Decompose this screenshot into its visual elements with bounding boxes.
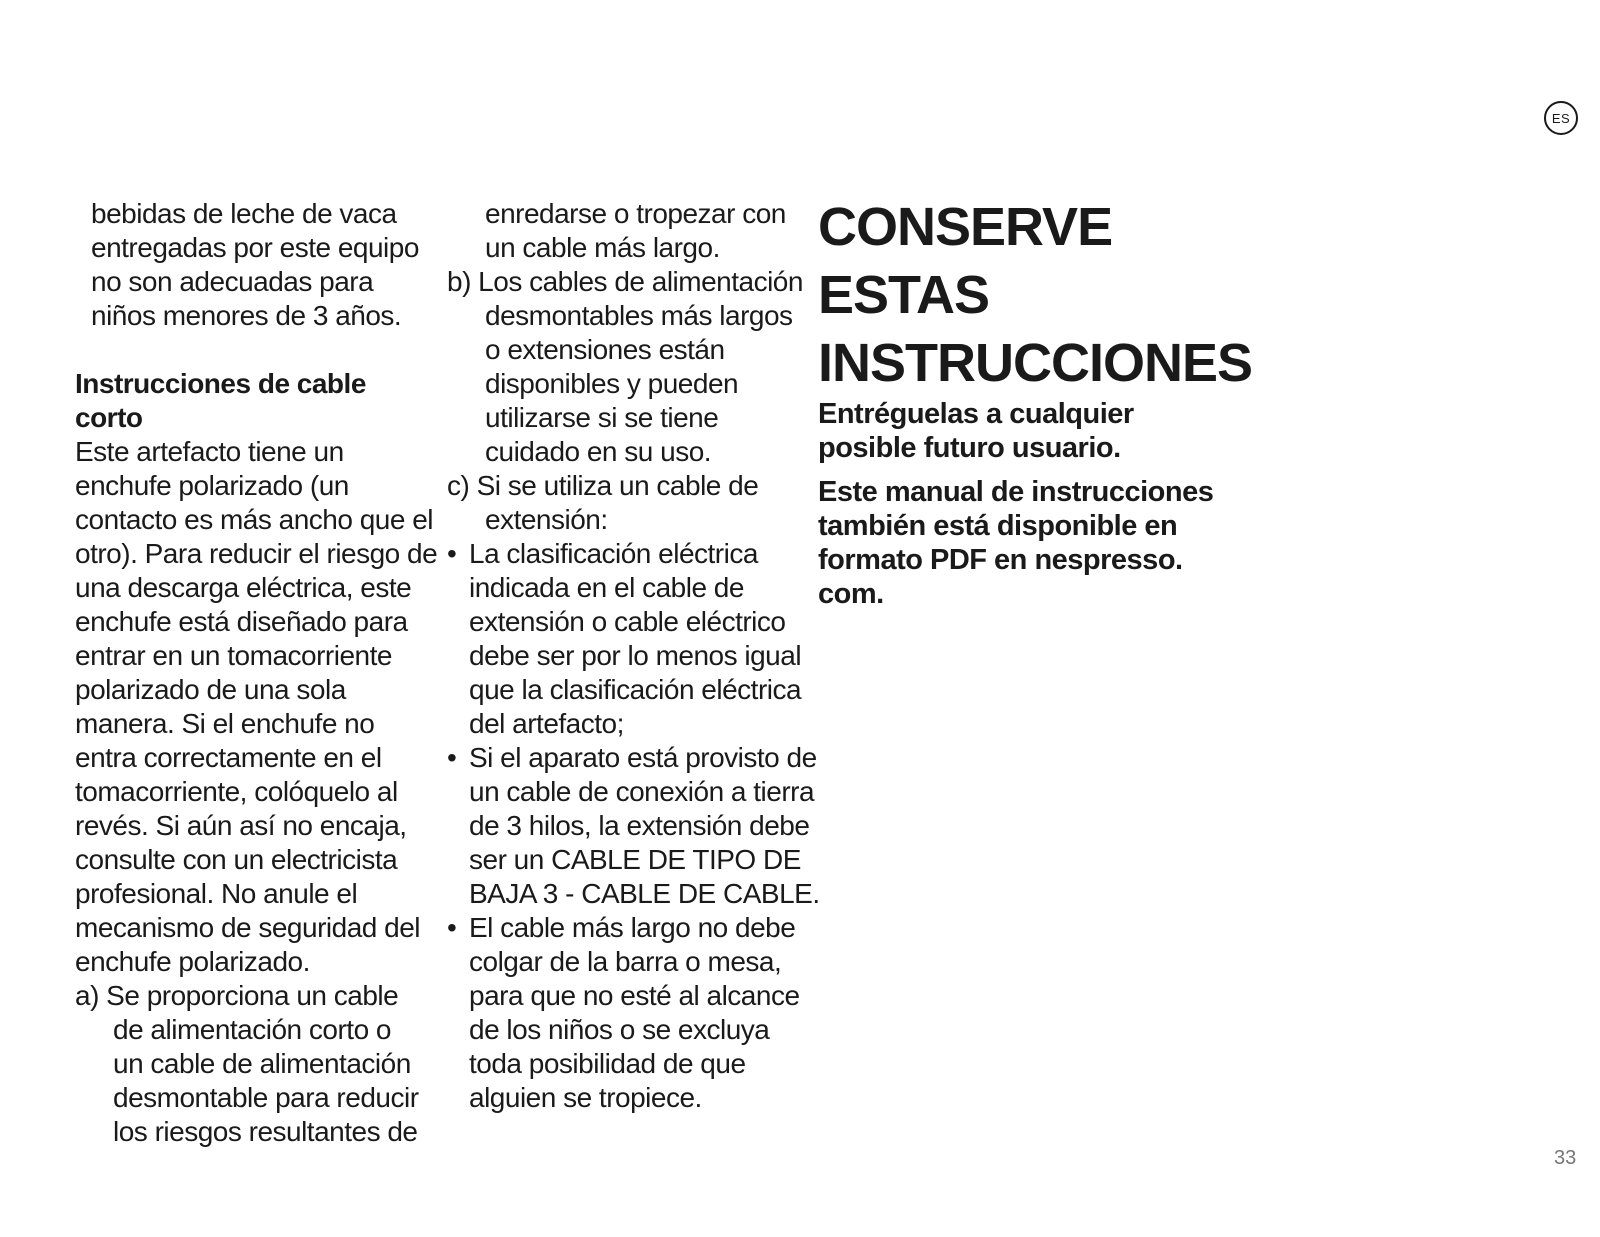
intro-line: bebidas de leche de vaca [91,198,397,229]
bullet-item [447,741,820,911]
list-item-a: a) Se proporciona un cable [75,980,399,1011]
bullet-line: • El cable más largo no debe [447,912,796,943]
body-line: Este artefacto tiene un [75,436,344,467]
list-item-a-line: desmontable para reducir [113,1082,419,1113]
list-item-a-line: de alimentación corto o [113,1014,392,1045]
body-line: profesional. No anule el [75,878,358,909]
body-line: enchufe polarizado. [75,946,310,977]
list-item-b-line: cuidado en su uso. [485,436,712,467]
intro-line: niños menores de 3 años. [91,300,402,331]
body-line: contacto es más ancho que el [75,504,434,535]
subtitle-pdf-note [818,475,1214,611]
list-item-c-line: extensión: [485,504,608,535]
subtitle-line: com. [818,578,884,610]
body-line: mecanismo de seguridad del [75,912,420,943]
subtitle-line: posible futuro usuario. [818,432,1121,464]
body-line: entrar en un tomacorriente [75,640,392,671]
list-item-a-line: un cable de alimentación [113,1048,411,1079]
bullet-line: un cable de conexión a tierra [469,776,815,807]
bullet-line: BAJA 3 - CABLE DE CABLE. [469,878,820,909]
bullet-line: de los niños o se excluya [469,1014,770,1045]
bullet-line: de 3 hilos, la extensión debe [469,810,810,841]
body-line: polarizado de una sola [75,674,346,705]
bullet-line: extensión o cable eléctrico [469,606,786,637]
body-line: consulte con un electricista [75,844,398,875]
subtitle-line: formato PDF en nespresso. [818,544,1183,576]
bullet-line: debe ser por lo menos igual [469,640,802,671]
bullet-item [447,911,800,1115]
column-1 [75,197,438,1149]
bullet-line: ser un CABLE DE TIPO DE [469,844,801,875]
body-line: tomacorriente, colóquelo al [75,776,398,807]
title-line: CONSERVE [818,197,1113,257]
bullet-line: que la clasificación eléctrica [469,674,802,705]
bullet-icon: • [447,538,457,569]
continued-line: un cable más largo. [485,232,720,263]
list-item-b-line: disponibles y pueden [485,368,739,399]
list-item-b: b) Los cables de alimentación [447,266,803,297]
list-item-c: c) Si se utiliza un cable de [447,470,759,501]
body-line: entra correctamente en el [75,742,382,773]
bullet-line: • La clasificación eléctrica [447,538,758,569]
subtitle-line: también está disponible en [818,510,1178,542]
continued-line: enredarse o tropezar con [485,198,786,229]
bullet-line: toda posibilidad de que [469,1048,746,1079]
bullet-icon: • [447,912,457,943]
bullet-item [447,537,802,741]
list-item-b-line: utilizarse si se tiene [485,402,719,433]
bullet-icon: • [447,742,457,773]
bullet-line: • Si el aparato está provisto de [447,742,817,773]
language-badge: ES [1544,101,1578,135]
section-heading: corto [75,402,143,433]
section-heading: Instrucciones de cable [75,368,366,399]
list-item-b-line: o extensiones están [485,334,725,365]
title-line: INSTRUCCIONES [818,333,1253,393]
page-title [818,193,1253,397]
body-line: una descarga eléctrica, este [75,572,412,603]
column-3 [818,197,1253,611]
bullet-line: para que no esté al alcance [469,980,800,1011]
subtitle-line: Este manual de instrucciones [818,476,1214,508]
column-2 [447,197,820,1115]
body-line: otro). Para reducir el riesgo de [75,538,438,569]
subtitle-line: Entréguelas a cualquier [818,398,1134,430]
bullet-line: del artefacto; [469,708,624,739]
list-item-b-line: desmontables más largos [485,300,793,331]
page-number: 33 [1554,1147,1577,1169]
intro-line: entregadas por este equipo [91,232,419,263]
list-item-a-line: los riesgos resultantes de [113,1116,418,1147]
body-line: manera. Si el enchufe no [75,708,375,739]
body-line: enchufe está diseñado para [75,606,408,637]
body-line: enchufe polarizado (un [75,470,349,501]
title-line: ESTAS [818,265,990,325]
bullet-line: indicada en el cable de [469,572,744,603]
intro-line: no son adecuadas para [91,266,374,297]
bullet-line: colgar de la barra o mesa, [469,946,782,977]
subtitle-handover [818,397,1178,465]
body-line: revés. Si aún así no encaja, [75,810,407,841]
bullet-line: alguien se tropiece. [469,1082,702,1113]
